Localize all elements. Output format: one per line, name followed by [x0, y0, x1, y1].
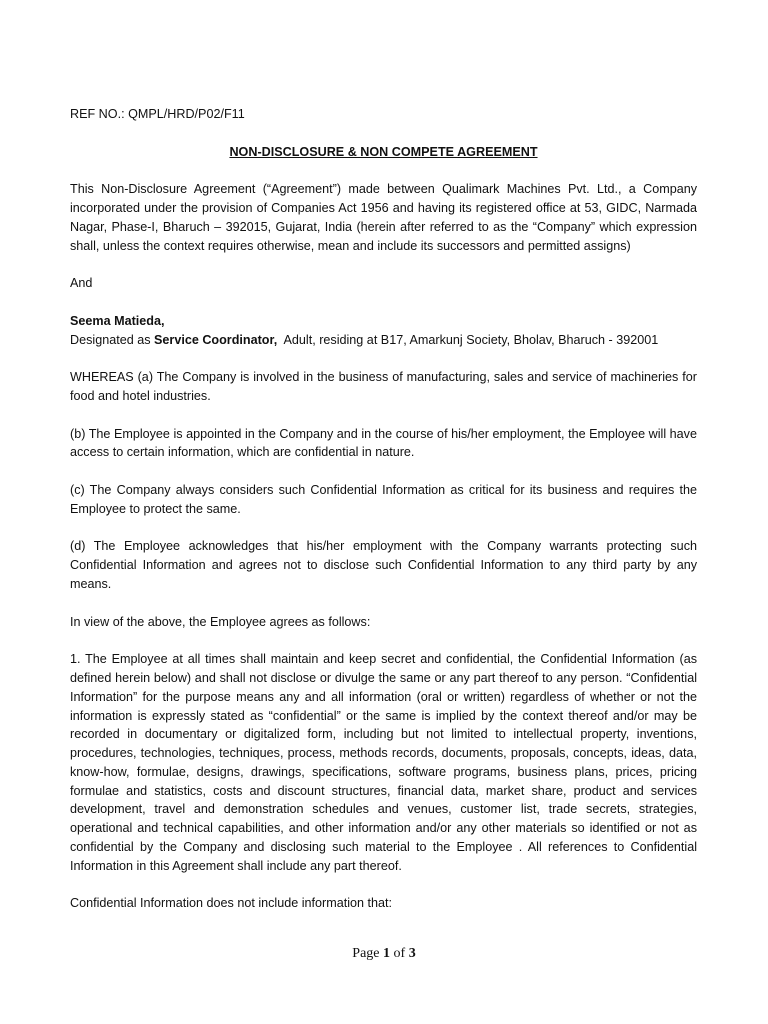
page-word: Page	[352, 946, 384, 961]
whereas-b: (b) The Employee is appointed in the Company and in the course of his/her employment, the Employee will have access to certain information, which are confidential in nature.	[70, 426, 697, 460]
designated-prefix: Designated as	[70, 332, 155, 347]
employee-block	[70, 312, 697, 350]
page-total: 3	[408, 946, 416, 961]
employee-designation: Service Coordinator,	[154, 332, 278, 347]
whereas-d: (d) The Employee acknowledges that his/her employment with the Company warrants protecting such Confidential Information and agrees not to disclose such Confidential Information to any third party by any means.	[70, 539, 697, 591]
whereas-a: WHEREAS (a) The Company is involved in the business of manufacturing, sales and service of machineries for food and hotel industries.	[70, 370, 697, 403]
reference-number: REF NO.: QMPL/HRD/P02/F11	[70, 107, 245, 121]
intro-paragraph: This Non-Disclosure Agreement (“Agreement”) made between Qualimark Machines Pvt. Ltd., a Company incorporated under the provision of Companies Act 1956 and having its registered office at 53, GIDC, Narmada Nagar, Phase-I, Bharuch – 392015, Gujarat, India (herein after referred to as the “Company” which expression shall, unless the context requires otherwise, mean and include its successors and permitted assigns)	[70, 182, 697, 253]
document-body	[70, 105, 697, 932]
in-view-statement: In view of the above, the Employee agrees as follows:	[70, 614, 371, 629]
employee-details: Adult, residing at B17, Amarkunj Society, Bholav, Bharuch - 392001	[277, 332, 659, 347]
page-current: 1	[383, 946, 391, 961]
and-separator: And	[70, 276, 93, 291]
employee-name: Seema Matieda,	[70, 313, 165, 328]
page-of-word: of	[390, 946, 409, 961]
exclusions-intro: Confidential Information does not include information that:	[70, 896, 393, 911]
whereas-c: (c) The Company always considers such Confidential Information as critical for its business and requires the Employee to protect the same.	[70, 482, 697, 516]
agreement-title: NON-DISCLOSURE & NON COMPETE AGREEMENT	[229, 144, 538, 159]
page-footer	[0, 944, 768, 964]
clause-1: 1. The Employee at all times shall maintain and keep secret and confidential, the Confidential Information (as defined herein below) and shall not disclose or divulge the same or any part thereof to any person. “Confidential Information” for the purpose means any and all information (oral or written) regardless of whether or not the information is expressly stated as “confidential” or the same is implied by the context thereof and/or may be recorded in documentary or digitalized form, including but not limited to intellectual property, inventions, procedures, technologies, techniques, process, methods records, documents, proposals, concepts, ideas, data, know-how, formulae, designs, drawings, specifications, software programs, business plans, prices, pricing formulae and statistics, costs and discount structures, financial data, market share, product and services development, travel and demonstration schedules and venues, customer list, trade secrets, strategies, operational and technical capabilities, and other information and/or any other materials so identified or not as confidential by the Company and disclosing such material to the Employee . All references to Confidential Information in this Agreement shall include any part thereof.	[70, 652, 697, 873]
